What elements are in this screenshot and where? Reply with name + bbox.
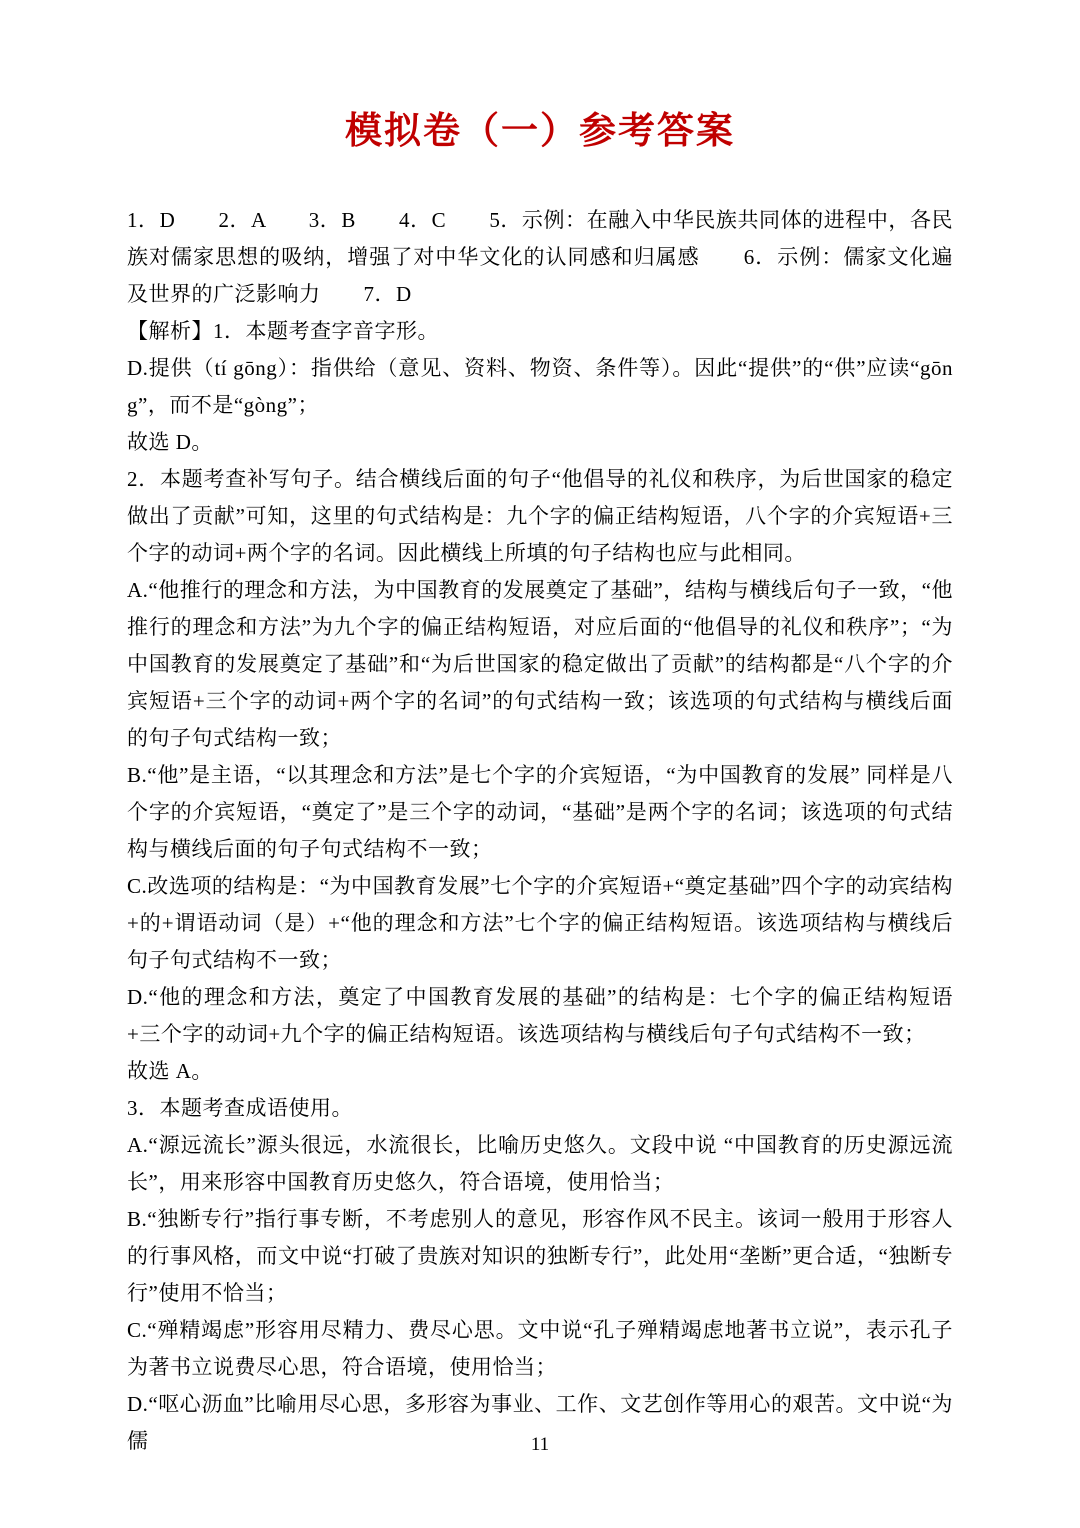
analysis-q3-option-c: C.“殚精竭虑”形容用尽精力、费尽心思。文中说“孔子殚精竭虑地著书立说”，表示孔子为著书立说费尽心思，符合语境，使用恰当； bbox=[127, 1318, 953, 1379]
page-number: 11 bbox=[530, 1434, 550, 1455]
analysis-q2-option-d: D.“他的理念和方法，奠定了中国教育发展的基础”的结构是：七个字的偏正结构短语+三个字的动词+九个字的偏正结构短语。该选项结构与横线后句子句式结构不一致； bbox=[127, 985, 953, 1046]
analysis-q2-option-a: A.“他推行的理念和方法，为中国教育的发展奠定了基础”，结构与横线后句子一致，“他推行的理念和方法”为九个字的偏正结构短语，对应后面的“他倡导的礼仪和秩序”；“为中国教育的发展奠定了基础”和“为后世国家的稳定做出了贡献”的结构都是“八个字的介宾短语+三个字的动词+两个字的名词”的句式结构一致；该选项的句式结构与横线后面的句子句式结构一致； bbox=[127, 578, 953, 750]
analysis-q3-option-a: A.“源远流长”源头很远，水流很长，比喻历史悠久。文段中说 “中国教育的历史源远流长”，用来形容中国教育历史悠久，符合语境，使用恰当； bbox=[127, 1133, 953, 1194]
analysis-q3-option-b: B.“独断专行”指行事专断，不考虑别人的意见，形容作风不民主。该词一般用于形容人的行事风格，而文中说“打破了贵族对知识的独断专行”，此处用“垄断”更合适，“独断专行”使用不恰当； bbox=[127, 1207, 953, 1305]
document-title: 模拟卷（一）参考答案 bbox=[345, 110, 735, 151]
analysis-q2-conclusion: 故选 A。 bbox=[127, 1059, 213, 1083]
analysis-q2-option-b: B.“他”是主语，“以其理念和方法”是七个字的介宾短语，“为中国教育的发展” 同样是八个字的介宾短语，“奠定了”是三个字的动词，“基础”是两个字的名词；该选项的句式结构与横线后面的句子句式结构不一致； bbox=[127, 763, 953, 861]
document-body bbox=[127, 202, 953, 1460]
answer-key-line: 1．D 2．A 3．B 4．C 5．示例：在融入中华民族共同体的进程中，各民族对儒家思想的吸纳，增强了对中华文化的认同感和归属感 6．示例：儒家文化遍及世界的广泛影响力 7．D bbox=[127, 208, 953, 306]
analysis-q2-intro: 2．本题考查补写句子。结合横线后面的句子“他倡导的礼仪和秩序，为后世国家的稳定做出了贡献”可知，这里的句式结构是：九个字的偏正结构短语，八个字的介宾短语+三个字的动词+两个字的名词。因此横线上所填的句子结构也应与此相同。 bbox=[127, 467, 953, 565]
analysis-q1-conclusion: 故选 D。 bbox=[127, 430, 213, 454]
analysis-q1-heading: 【解析】1．本题考查字音字形。 bbox=[127, 319, 439, 343]
analysis-q1-option-d: D.提供（tí gōng）：指供给（意见、资料、物资、条件等）。因此“提供”的“供”应读“gōng”，而不是“gòng”； bbox=[127, 356, 953, 417]
analysis-q3-heading: 3．本题考查成语使用。 bbox=[127, 1096, 353, 1120]
analysis-q3-option-d: D.“呕心沥血”比喻用尽心思，多形容为事业、工作、文艺创作等用心的艰苦。文中说“为儒 bbox=[127, 1392, 953, 1453]
analysis-q2-option-c: C.改选项的结构是：“为中国教育发展”七个字的介宾短语+“奠定基础”四个字的动宾结构+的+谓语动词（是）+“他的理念和方法”七个字的偏正结构短语。该选项结构与横线后句子句式结构不一致； bbox=[127, 874, 953, 972]
